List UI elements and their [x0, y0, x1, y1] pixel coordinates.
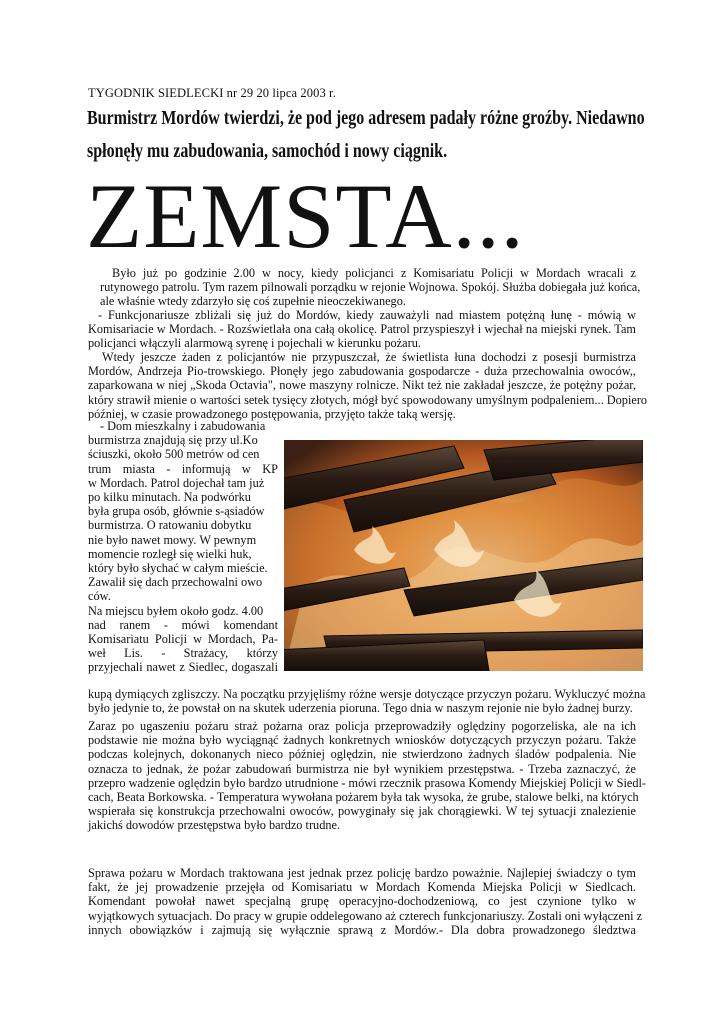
- text-line: Zawalił się dach przechowalni owo: [88, 575, 263, 590]
- headline: [87, 102, 647, 168]
- masthead: TYGODNIK SIEDLECKI nr 29 20 lipca 2003 r.: [88, 86, 336, 100]
- article-title: ZEMSTA...: [86, 165, 525, 267]
- text-line: cach, Beata Borkowska. - Temperatura wywołana pożarem była tak wysoka, że grube, stalowe belki, na których: [88, 790, 639, 805]
- text-line: Komendant powołał nawet specjalną grupę operacyjno-dochodzeniową, co jest czynione tylko w: [88, 894, 636, 909]
- text-line: nie było nawet mowy. W pewnym: [88, 532, 257, 547]
- text-line: ców.: [88, 589, 111, 604]
- headline-line-2: spłonęły mu zabudowania, samochód i nowy ciągnik.: [87, 140, 448, 162]
- text-line: policjanci włączyli alarmową syrenę i pojechali w kierunku pożaru.: [88, 336, 421, 351]
- text-line: burmistrza znajdują się przy ul.Ko: [88, 433, 258, 448]
- text-line: innych obowiązków i zajmują się wyłącznie sprawą z Mordów.- Dla dobra prowadzonego śledztwa: [88, 922, 636, 937]
- text-line: - Dom mieszkalny i zabudowania: [100, 419, 266, 433]
- text-line: momencie rozległ się wielki huk,: [88, 546, 252, 561]
- text-line: zaparkowana w niej „Skoda Octavia", nowe maszyny rolnicze. Nikt też nie zakładał jeszcze, że potężny pożar,: [88, 378, 636, 393]
- text-line: fakt, że jej prowadzenie przejęła od Komisariatu w Mordach Komenda Miejska Policji w Siedlcach.: [88, 880, 636, 895]
- paragraph-4: [88, 687, 646, 716]
- text-line: Wtedy jeszcze żaden z policjantów nie przypuszczał, że świetlista łuna dochodzi z posesji burmistrza: [102, 350, 636, 364]
- text-line: Zaraz po ugaszeniu pożaru straż pożarna oraz policja przeprowadziły oględziny pogorzeliska, ale na ich: [88, 719, 636, 733]
- paragraph-5: [88, 719, 646, 833]
- text-line: podstawie nie można było wyciągnąć żadnych konkretnych wniosków dotyczących przyczyn pożaru. Także: [88, 733, 636, 748]
- text-line: kupą dymiących zgliszczy. Na początku przyjęliśmy różne wersje dotyczące przyczyn pożaru. Wykluczyć można: [88, 687, 646, 701]
- text-line: po kilku minutach. Na podwórku: [88, 490, 251, 505]
- text-line: było jedynie to, że powstał on na skutek uderzenia pioruna. Tego dnia w naszym rejonie nie było żadnej burzy.: [88, 701, 633, 716]
- text-line: w Mordach. Patrol dojechał tam już: [88, 475, 265, 490]
- text-line: jakichś dowodów przestępstwa było bardzo trudne.: [88, 818, 341, 833]
- narrow-column: [88, 419, 278, 675]
- text-line: później, w czasie prowadzonego postępowania, przyjęto także taką wersję.: [88, 406, 456, 421]
- paragraph-2: [88, 308, 636, 351]
- text-line: który strawił mienie o wartości setek tysięcy złotych, mógł być spowodowany umyślnym podpaleniem... Dopiero: [88, 392, 648, 407]
- text-line: Na miejscu byłem około godz. 4.00: [88, 603, 264, 618]
- text-line: Było już po godzinie 2.00 w nocy, kiedy policjanci z Komisariatu Policji w Mordach wracali z: [112, 266, 636, 280]
- text-line: Sprawa pożaru w Mordach traktowana jest jednak przez policję bardzo poważnie. Najlepiej świadczy o tym: [88, 866, 636, 880]
- paragraph-6: [88, 866, 643, 937]
- text-line: przepro wadzenie oględzin było bardzo utrudnione - mówi rzecznik prasowa Komendy Miejskiej Policji w Siedl-: [88, 775, 646, 790]
- text-line: oznacza to jednak, że pożar zabudowań burmistrza nie był wynikiem przestępstwa. - Trzeba zaznaczyć, że: [88, 761, 636, 776]
- text-line: burmistrza. O ratowaniu dobytku: [88, 518, 252, 533]
- text-line: który było słychać w całym mieście.: [88, 561, 268, 576]
- text-line: Komisariacie w Mordach. - Rozświetlała ona całą okolicę. Patrol przyspieszył i wjechał na miejski rynek. Tam: [88, 322, 636, 337]
- fire-photo: [284, 440, 643, 671]
- text-line: była grupa osób, głównie s-ąsiadów: [88, 504, 265, 519]
- text-line: Komisariatu Policji w Mordach, Pa-: [88, 632, 278, 647]
- text-line: - Funkcjonariusze zbliżali się już do Mordów, kiedy zauważyli nad miastem potężną łunę - mówią w: [98, 308, 636, 322]
- text-line: Mordów, Andrzeja Pio-trowskiego. Płonęły jego zabudowania gospodarcze - duża przechowalnia owoców,,: [88, 364, 636, 379]
- paragraph-3: [88, 350, 648, 421]
- text-line: rutynowego patrolu. Tym razem pilnowali porządku w rejonie Wojnowa. Spokój. Służba dobiegała już końca,: [100, 280, 641, 295]
- text-line: nad ranem - mówi komendant: [88, 617, 278, 632]
- text-line: weł Lis. - Strażacy, którzy: [88, 646, 278, 661]
- text-line: przyjechali nawet z Siedlec, dogaszali: [88, 660, 278, 675]
- text-line: wyjątkowych sytuacjach. Do pracy w grupie oddelegowano aż czterech funkcjonariuszy. Zostali oni wyłączeni z: [88, 908, 643, 923]
- text-line: trum miasta - informują w KP: [88, 461, 278, 476]
- text-line: ale właśnie wtedy zdarzyło się coś zupełnie nieoczekiwanego.: [100, 294, 406, 309]
- text-line: podczas kolejnych, dokonanych nieco później oględzin, nie stwierdzono żadnych śladów podpalenia. Nie: [88, 747, 636, 762]
- paragraph-1: [88, 266, 641, 309]
- fire-photo-image: [284, 440, 643, 671]
- text-line: ściuszki, około 500 metrów od cen: [88, 447, 260, 462]
- text-line: wspierała się konstrukcja przechowalni owoców, powyginały się jak chorągiewki. W tej sytuacji znalezienie: [88, 804, 636, 819]
- headline-line-1: Burmistrz Mordów twierdzi, że pod jego adresem padały różne groźby. Niedawno: [87, 107, 645, 129]
